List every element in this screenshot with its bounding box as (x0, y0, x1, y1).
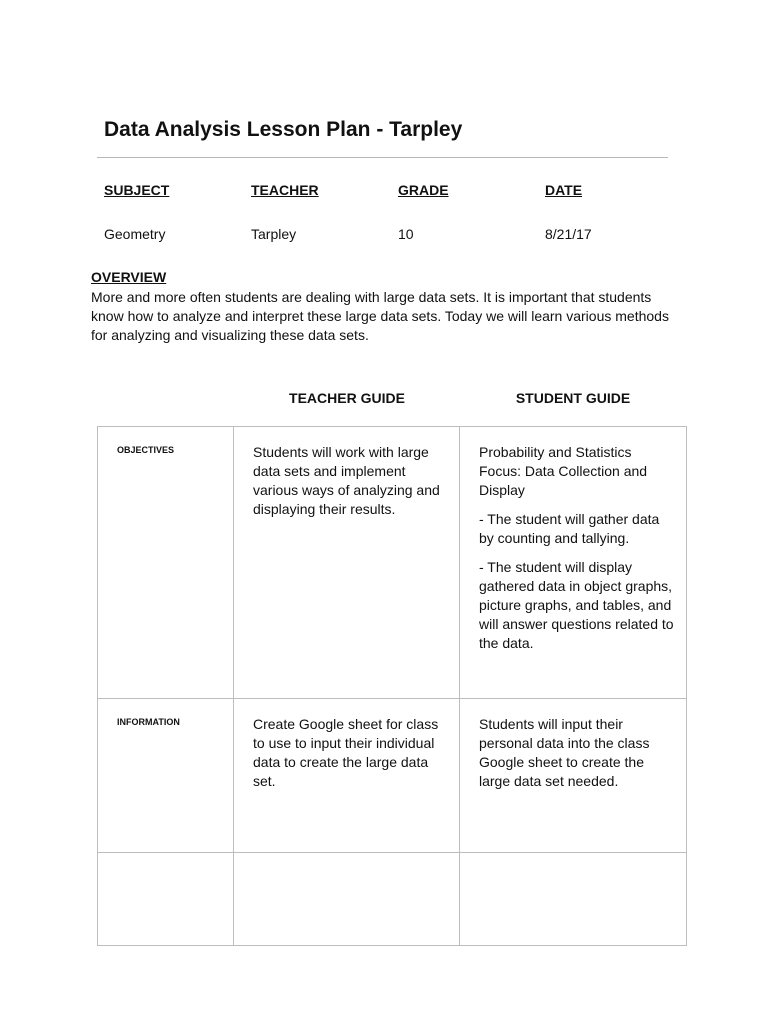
cell-paragraph: - The student will gather data by counting and tallying. (479, 511, 660, 546)
cell-paragraph: Create Google sheet for class to use to input their individual data to create the large data set. (253, 716, 439, 789)
row-label-empty (98, 853, 234, 946)
subject-label: SUBJECT (104, 182, 170, 198)
table-row (98, 853, 687, 946)
table-row (98, 427, 687, 699)
student-guide-cell (460, 853, 687, 946)
table-row (98, 699, 687, 853)
subject-value: Geometry (104, 226, 166, 242)
teacher-guide-heading: TEACHER GUIDE (289, 390, 405, 406)
date-label: DATE (545, 182, 583, 198)
overview-text: More and more often students are dealing with large data sets. It is important that students know how to analyze and interpret these large data sets. Today we will learn various methods for analyzing and visualizing these data sets. (91, 289, 669, 343)
teacher-guide-cell (234, 427, 460, 699)
document-title: Data Analysis Lesson Plan - Tarpley (104, 118, 463, 141)
grade-value: 10 (398, 226, 414, 242)
cell-paragraph: - The student will display gathered data in object graphs, picture graphs, and tables, and will answer questions related to the data. (479, 559, 674, 651)
date-value: 8/21/17 (545, 226, 592, 242)
cell-paragraph: Students will input their personal data into the class Google sheet to create the large data set needed. (479, 716, 650, 789)
student-guide-heading: STUDENT GUIDE (515, 390, 631, 406)
grade-label: GRADE (398, 182, 449, 198)
student-guide-cell (460, 699, 687, 853)
lesson-plan-table (97, 426, 687, 946)
cell-paragraph: Students will work with large data sets and implement various ways of analyzing and displaying their results. (253, 444, 440, 517)
title-divider (97, 157, 668, 158)
teacher-guide-cell (234, 699, 460, 853)
teacher-label: TEACHER (251, 182, 319, 198)
row-label-objectives: OBJECTIVES (98, 427, 234, 699)
row-label-information: INFORMATION (98, 699, 234, 853)
teacher-value: Tarpley (251, 226, 297, 242)
student-guide-cell (460, 427, 687, 699)
cell-paragraph: Probability and Statistics Focus: Data Collection and Display (479, 444, 648, 498)
teacher-guide-cell (234, 853, 460, 946)
overview-heading: OVERVIEW (91, 269, 167, 285)
